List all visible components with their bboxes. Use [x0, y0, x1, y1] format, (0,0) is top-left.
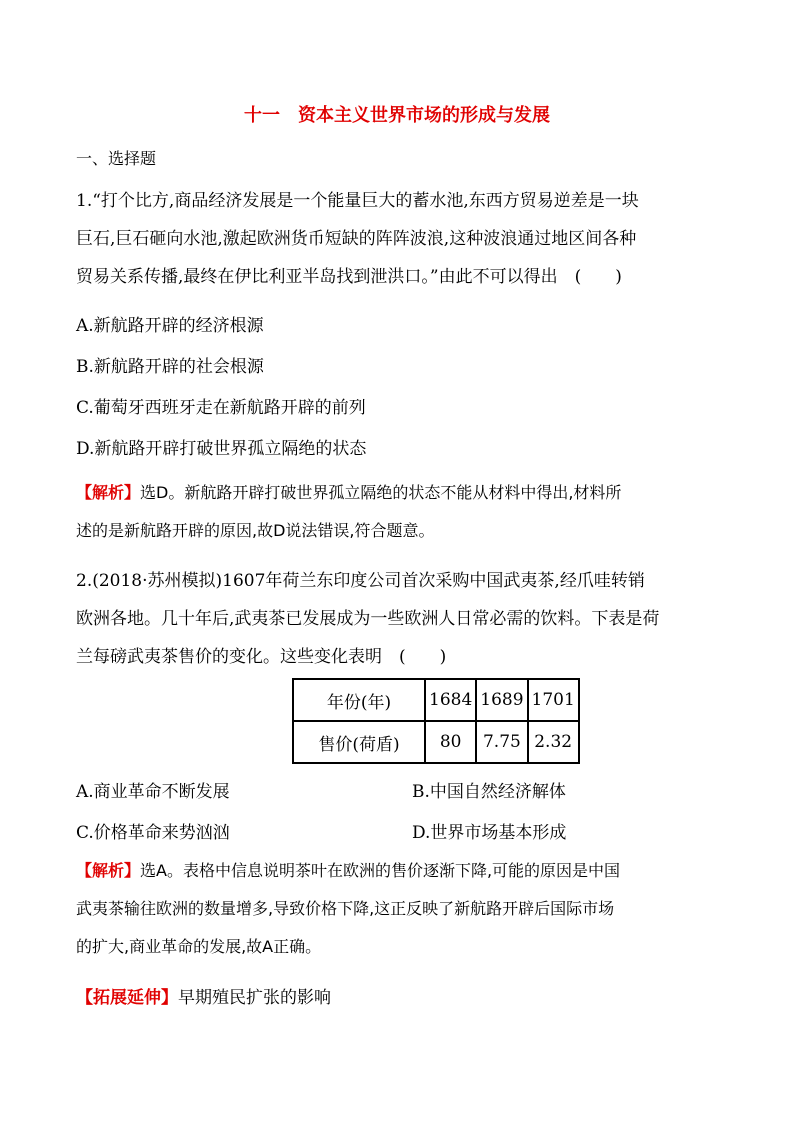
- table-header-price: 售价(荷盾): [293, 721, 425, 763]
- q1-stem-line-2: 巨石,巨石砸向水池,激起欧洲货币短缺的阵阵波浪,这种波浪通过地区间各种: [76, 229, 637, 249]
- page-title: 十一 资本主义世界市场的形成与发展: [244, 105, 550, 126]
- q1-analysis-line-1: [76, 480, 621, 503]
- price-table: [292, 678, 580, 764]
- q2-analysis-line-3: 的扩大,商业革命的发展,故A正确。: [76, 937, 322, 956]
- table-row: [293, 679, 579, 721]
- q2-option-d: D.世界市场基本形成: [412, 823, 567, 843]
- q1-option-b: B.新航路开辟的社会根源: [76, 357, 264, 377]
- table-row: [293, 721, 579, 763]
- q2-analysis-label: 【解析】: [76, 861, 141, 880]
- extension-line: [76, 983, 331, 1008]
- q2-stem-line-3: 兰每磅武夷茶售价的变化。这些变化表明 ( ): [76, 647, 447, 667]
- q1-analysis-text-1: 选D。新航路开辟打破世界孤立隔绝的状态不能从材料中得出,材料所: [140, 483, 622, 502]
- table-header-year: 年份(年): [293, 679, 425, 721]
- extension-label: 【拓展延伸】: [76, 988, 178, 1008]
- q2-analysis-line-1: [76, 858, 620, 881]
- section-heading: 一、选择题: [76, 149, 157, 168]
- q1-analysis-line-2: 述的是新航路开辟的原因,故D说法错误,符合题意。: [76, 521, 435, 540]
- q1-stem-line-3: 贸易关系传播,最终在伊比利亚半岛找到泄洪口。”由此不可以得出 ( ): [76, 267, 622, 287]
- q2-analysis-line-2: 武夷茶输往欧洲的数量增多,导致价格下降,这正反映了新航路开辟后国际市场: [76, 899, 615, 918]
- q1-stem-line-1: 1.“打个比方,商品经济发展是一个能量巨大的蓄水池,东西方贸易逆差是一块: [76, 191, 639, 211]
- q2-option-b: B.中国自然经济解体: [412, 782, 566, 802]
- q1-option-d: D.新航路开辟打破世界孤立隔绝的状态: [76, 439, 367, 459]
- q2-stem-line-2: 欧洲各地。几十年后,武夷茶已发展成为一些欧洲人日常必需的饮料。下表是荷: [76, 609, 660, 629]
- q1-option-c: C.葡萄牙西班牙走在新航路开辟的前列: [76, 398, 366, 418]
- table-cell-price: 80: [425, 721, 476, 763]
- table-cell-price: 7.75: [476, 721, 527, 763]
- q2-analysis-text-1: 选A。表格中信息说明茶叶在欧洲的售价逐渐下降,可能的原因是中国: [140, 861, 621, 880]
- q2-option-a: A.商业革命不断发展: [76, 782, 230, 802]
- table-cell-year: 1689: [476, 679, 527, 721]
- table-cell-year: 1701: [528, 679, 579, 721]
- extension-text: 早期殖民扩张的影响: [178, 988, 331, 1008]
- q2-stem-line-1: 2.(2018·苏州模拟)1607年荷兰东印度公司首次采购中国武夷茶,经爪哇转销: [76, 571, 645, 591]
- q1-analysis-label: 【解析】: [76, 483, 141, 502]
- q1-option-a: A.新航路开辟的经济根源: [76, 316, 264, 336]
- table-cell-price: 2.32: [528, 721, 579, 763]
- table-cell-year: 1684: [425, 679, 476, 721]
- q2-option-c: C.价格革命来势汹汹: [76, 823, 230, 843]
